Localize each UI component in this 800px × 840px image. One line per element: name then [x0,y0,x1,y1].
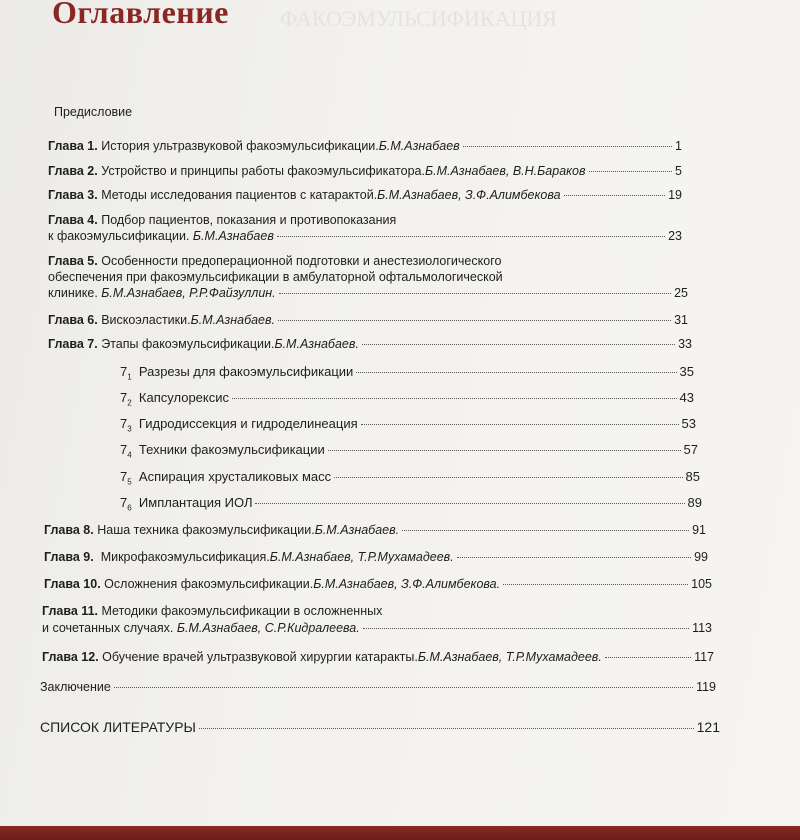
page-title: Оглавление [52,0,229,30]
toc-subsection-7-6[interactable]: $7_6$ Имплантация ИОЛ 89 [120,495,702,513]
entry-page: 1 [675,139,682,153]
entry-page: 33 [678,337,692,351]
entry-author: Б.М.Азнабаев, Т.Р.Мухамадеев. [269,550,454,564]
cover-edge [0,826,800,840]
entry-author: Б.М.Азнабаев. [190,313,275,327]
entry-page: 91 [692,523,706,537]
entry-author: Б.М.Азнабаев [192,229,274,243]
toc-entry-ch5[interactable]: клинике. Б.М.Азнабаев, Р.Р.Файзуллин. 25 [48,286,688,300]
entry-page: 117 [694,650,714,664]
entry-page: 31 [674,313,688,327]
toc-entry-ch5-line1[interactable]: Глава 5. Особенности предоперационной подготовки и анестезиологического [48,254,502,268]
dot-leader [463,146,672,147]
entry-page: 19 [668,188,682,202]
toc-subsection-7-1[interactable]: $7_1$ Разрезы для факоэмульсификации 35 [120,364,694,382]
toc-entry-ch1[interactable] [48,139,682,154]
entry-author: Б.М.Азнабаев. [274,337,359,351]
entry-author: Б.М.Азнабаев, З.Ф.Алимбекова. [313,577,501,591]
toc-references[interactable]: СПИСОК ЛИТЕРАТУРЫ 121 [40,719,720,735]
toc-entry-ch5-line2[interactable]: обеспечения при факоэмульсификации в амбулаторной офтальмологической [48,270,503,284]
toc-subsection-7-3[interactable]: $7_3$ Гидродиссекция и гидроделинеация 53 [120,416,696,434]
toc-entry-ch4-line1[interactable]: Глава 4. Подбор пациентов, показания и противопоказания [48,213,397,227]
toc-entry-ch8[interactable]: Глава 8. Наша техника факоэмульсификации. Б.М.Азнабаев. 91 [44,523,706,537]
entry-page: 5 [675,164,682,178]
entry-page: 99 [694,550,708,564]
toc-entry-ch7[interactable]: Глава 7. Этапы факоэмульсификации. Б.М.Азнабаев. 33 [48,337,692,351]
toc-conclusion[interactable]: Заключение 119 [40,680,716,694]
entry-author: Б.М.Азнабаев [378,139,460,153]
entry-author: Б.М.Азнабаев, З.Ф.Алимбекова [377,188,561,202]
entry-page: 23 [668,229,682,243]
toc-entry-ch11-line1[interactable]: Глава 11. Методики факоэмульсификации в осложненных [42,604,383,618]
toc-preface[interactable]: Предисловие [54,105,133,119]
toc-entry-ch4[interactable]: к факоэмульсификации. Б.М.Азнабаев 23 [48,229,682,243]
ghost-text: ФАКОЭМУЛЬСИФИКАЦИЯ [280,6,557,31]
entry-author: Б.М.Азнабаев. [314,523,400,537]
toc-subsection-7-2[interactable]: $7_2$ Капсулорексис 43 [120,390,694,408]
entry-author: Б.М.Азнабаев, Т.Р.Мухамадеев. [417,650,602,664]
entry-label: Глава 1. История ультразвуковой факоэмульсификации. [48,139,379,153]
entry-page: 25 [674,286,688,300]
toc-entry-ch11[interactable]: и сочетанных случаях. Б.М.Азнабаев, С.Р.Кидралеева. 113 [42,621,712,635]
toc-subsection-7-5[interactable]: $7_5$ Аспирация хрусталиковых масс 85 [120,469,700,487]
entry-page: 105 [691,577,712,591]
entry-author: Б.М.Азнабаев, В.Н.Бараков [424,164,586,178]
toc-entry-ch12[interactable]: Глава 12. Обучение врачей ультразвуковой хирургии катаракты. Б.М.Азнабаев, Т.Р.Мухамадеев. 117 [42,650,714,664]
toc-entry-ch6[interactable]: Глава 6. Вискоэластики. Б.М.Азнабаев. 31 [48,313,688,327]
entry-author: Б.М.Азнабаев, С.Р.Кидралеева. [176,621,360,635]
toc-entry-ch2[interactable]: Глава 2. Устройство и принципы работы факоэмульсификатора. Б.М.Азнабаев, В.Н.Бараков 5 [48,164,682,178]
entry-page: 113 [692,621,712,635]
toc-entry-ch9[interactable]: Глава 9. Микрофакоэмульсификация. Б.М.Азнабаев, Т.Р.Мухамадеев. 99 [44,550,708,564]
entry-author: Б.М.Азнабаев, Р.Р.Файзуллин. [101,286,276,300]
toc-entry-ch3[interactable]: Глава 3. Методы исследования пациентов с катарактой. Б.М.Азнабаев, З.Ф.Алимбекова 19 [48,188,682,202]
toc-subsection-7-4[interactable]: $7_4$ Техники факоэмульсификации 57 [120,442,698,460]
toc-entry-ch10[interactable]: Глава 10. Осложнения факоэмульсификации. Б.М.Азнабаев, З.Ф.Алимбекова. 105 [44,577,712,591]
